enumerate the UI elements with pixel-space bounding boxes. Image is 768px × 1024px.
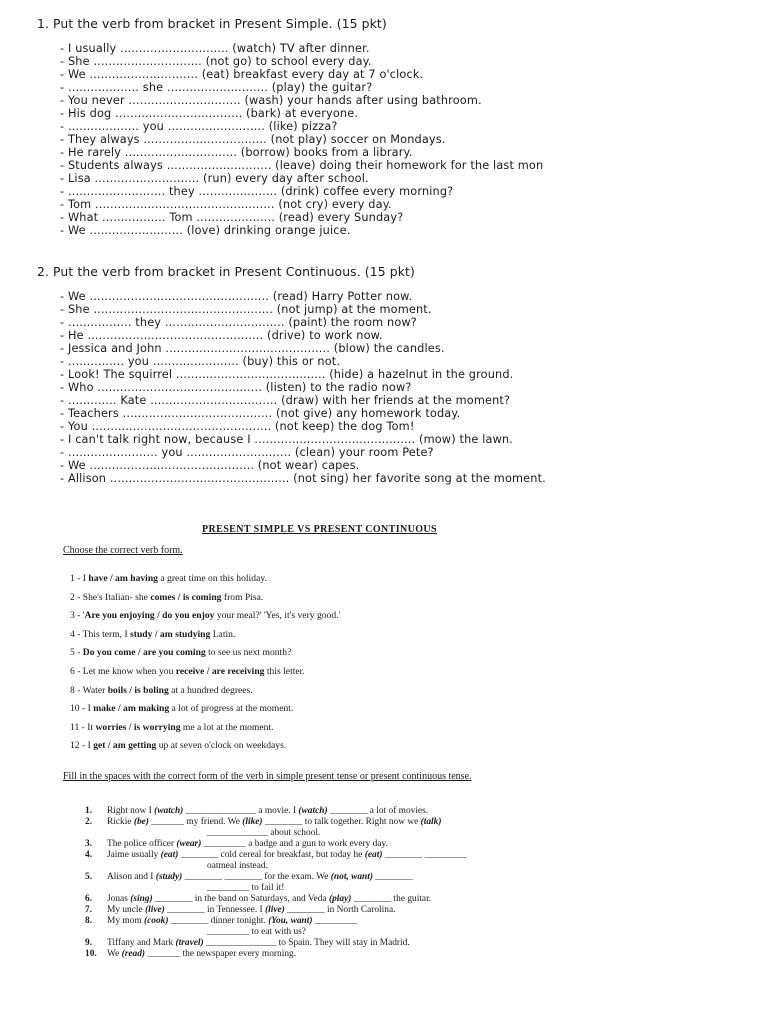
item-number: 1. bbox=[85, 806, 93, 816]
sentence-text: ________ in Tennessee. I bbox=[164, 905, 265, 915]
verb-hint: (You, want) bbox=[268, 916, 313, 926]
item-number: 5. bbox=[85, 872, 93, 882]
item-number: 8. bbox=[85, 916, 93, 926]
choice-item bbox=[70, 626, 340, 645]
exercise-line: - We ............................. (eat) breakfast every day at 7 o'clock. bbox=[60, 68, 424, 81]
sentence-text: Jonas bbox=[107, 894, 131, 904]
sentence-text: We bbox=[107, 949, 122, 959]
exercise-line: - His dog .................................. (bark) at everyone. bbox=[60, 107, 359, 120]
choice-item bbox=[70, 700, 340, 719]
sentence-text: _______ my friend. We bbox=[148, 817, 243, 827]
section4-fill-list bbox=[85, 806, 727, 960]
sentence-text: Rickie bbox=[107, 817, 134, 827]
choice-text: 11 - It bbox=[70, 721, 96, 733]
choice-text: a lot of progress at the moment. bbox=[169, 703, 294, 715]
fill-item bbox=[85, 817, 727, 839]
choice-item bbox=[70, 589, 340, 608]
exercise-line: - We ............................................ (not wear) capes. bbox=[60, 459, 360, 472]
exercise-line: - What ................. Tom ..................... (read) every Sunday? bbox=[60, 211, 404, 224]
sentence-text: Alison and I bbox=[107, 872, 156, 882]
sentence-continuation: oatmeal instead. bbox=[207, 861, 268, 871]
section3-choice-list bbox=[70, 570, 340, 756]
choice-text: 12 - I bbox=[70, 740, 94, 752]
section4-instruction: Fill in the spaces with the correct form of the verb in simple present tense or present continuous tense. bbox=[63, 771, 472, 782]
sentence-text: Right now I bbox=[107, 806, 155, 816]
fill-item bbox=[85, 949, 727, 960]
verb-hint: (live) bbox=[265, 905, 285, 915]
choice-text: Latin. bbox=[210, 628, 236, 640]
exercise-line: - We ......................... (love) drinking orange juice. bbox=[60, 224, 351, 237]
sentence-text: The police officer bbox=[107, 839, 177, 849]
exercise-line: - They always ................................. (not play) soccer on Mondays. bbox=[60, 133, 446, 146]
exercise-line: - Who ............................................ (listen) to the radio now? bbox=[60, 381, 412, 394]
choice-text: to see us next month? bbox=[205, 647, 292, 659]
section1-heading: 1. Put the verb from bracket in Present Simple. (15 pkt) bbox=[37, 16, 387, 31]
choice-text: 3 - ' bbox=[70, 610, 85, 622]
sentence-text: ________ cold cereal for breakfast, but today he bbox=[178, 850, 365, 860]
sentence-text: ________ the guitar. bbox=[351, 894, 432, 904]
verb-hint: (be) bbox=[133, 817, 149, 827]
sentence-text: ________ in North Carolina. bbox=[284, 905, 396, 915]
choice-text: 10 - I bbox=[70, 703, 94, 715]
verb-hint: (watch) bbox=[298, 806, 328, 816]
verb-hint: (sing) bbox=[130, 894, 153, 904]
item-number: 6. bbox=[85, 894, 93, 904]
item-number: 2. bbox=[85, 817, 93, 827]
item-number: 4. bbox=[85, 850, 93, 860]
exercise-line: - ................. they ................................ (paint) the room now? bbox=[60, 316, 417, 329]
item-number: 7. bbox=[85, 905, 93, 915]
choice-text: from Pisa. bbox=[221, 591, 264, 603]
sentence-text: My uncle bbox=[107, 905, 146, 915]
exercise-line: - I usually ............................. (watch) TV after dinner. bbox=[60, 42, 370, 55]
verb-hint: (eat) bbox=[160, 850, 179, 860]
verb-hint: (cook) bbox=[143, 916, 169, 926]
exercise-line: - Teachers ........................................ (not give) any homework today. bbox=[60, 407, 461, 420]
sentence-continuation: _________ to eat with us? bbox=[207, 927, 306, 937]
verb-options: make / am making bbox=[93, 703, 170, 715]
choice-text: 1 - I bbox=[70, 573, 89, 584]
exercise-line: - We ................................................ (read) Harry Potter now. bbox=[60, 290, 413, 303]
choice-text: at a hundred degrees. bbox=[168, 684, 253, 696]
verb-hint: (talk) bbox=[420, 817, 442, 827]
exercise-line: - You never .............................. (wash) your hands after using bathroom. bbox=[60, 94, 482, 107]
exercise-line: - ........................ you ............................ (clean) your room Pete? bbox=[60, 446, 434, 459]
choice-text: 4 - This term, I bbox=[70, 628, 131, 640]
verb-options: study / am studying bbox=[130, 628, 211, 640]
sentence-text: ________ bbox=[373, 872, 413, 882]
verb-options: boils / is boling bbox=[107, 684, 169, 696]
exercise-line: - ................... you .......................... (like) pizza? bbox=[60, 120, 338, 133]
sentence-text: _______________ to Spain. They will stay in Madrid. bbox=[203, 938, 410, 948]
choice-text: a great time on this holiday. bbox=[157, 573, 267, 584]
verb-hint: (read) bbox=[121, 949, 146, 959]
sentence-text: _______ the newspaper every morning. bbox=[145, 949, 297, 959]
choice-text: your meal?' 'Yes, it's very good.' bbox=[214, 610, 341, 622]
sentence-text: _________ bbox=[312, 916, 357, 926]
exercise-line: - You ................................................ (not keep) the dog Tom! bbox=[60, 420, 415, 433]
verb-hint: (not, want) bbox=[330, 872, 373, 882]
sentence-text: ________ a lot of movies. bbox=[327, 806, 429, 816]
verb-options: have / am having bbox=[88, 573, 158, 584]
choice-item bbox=[70, 644, 340, 663]
choice-text: this letter. bbox=[264, 665, 305, 677]
verb-options: Are you enjoying / do you enjoy bbox=[84, 610, 215, 622]
sentence-continuation: _________ to fail it! bbox=[207, 883, 285, 893]
fill-item bbox=[85, 850, 727, 872]
exercise-line: - Tom ................................................ (not cry) every day. bbox=[60, 198, 392, 211]
choice-item bbox=[70, 570, 340, 589]
verb-hint: (study) bbox=[155, 872, 183, 882]
section3-title: PRESENT SIMPLE VS PRESENT CONTINUOUS bbox=[202, 524, 438, 535]
verb-options: Do you come / are you coming bbox=[82, 647, 206, 659]
sentence-text: ________ to talk together. Right now we bbox=[262, 817, 421, 827]
section2-heading: 2. Put the verb from bracket in Present Continuous. (15 pkt) bbox=[37, 264, 415, 279]
exercise-line: - He ............................................... (drive) to work now. bbox=[60, 329, 383, 342]
sentence-continuation: _____________ about school. bbox=[207, 828, 321, 838]
choice-text: 6 - Let me know when you bbox=[70, 665, 176, 677]
verb-hint: (live) bbox=[145, 905, 165, 915]
sentence-text: ________ dinner tonight. bbox=[168, 916, 269, 926]
verb-options: get / am getting bbox=[93, 740, 157, 752]
exercise-line: - She ................................................ (not jump) at the moment. bbox=[60, 303, 432, 316]
fill-item bbox=[85, 905, 727, 916]
choice-text: 5 - bbox=[70, 647, 83, 659]
section2-exercise-list bbox=[60, 290, 546, 485]
exercise-line: - Lisa ............................ (run) every day after school. bbox=[60, 172, 369, 185]
fill-item bbox=[85, 938, 727, 949]
choice-text: me a lot at the moment. bbox=[180, 721, 274, 733]
sentence-text: Tiffany and Mark bbox=[107, 938, 176, 948]
sentence-text: Jaime usually bbox=[107, 850, 161, 860]
item-number: 9. bbox=[85, 938, 93, 948]
sentence-text: ________ in the band on Saturdays, and Veda bbox=[152, 894, 329, 904]
exercise-line: - ............... you ....................... (buy) this or not. bbox=[60, 355, 341, 368]
choice-item bbox=[70, 737, 340, 756]
choice-item bbox=[70, 663, 340, 682]
sentence-text: ________ ________ for the exam. We bbox=[182, 872, 331, 882]
exercise-line: - He rarely .............................. (borrow) books from a library. bbox=[60, 146, 413, 159]
verb-hint: (wear) bbox=[176, 839, 202, 849]
verb-options: worries / is worrying bbox=[95, 721, 181, 733]
verb-hint: (like) bbox=[242, 817, 263, 827]
fill-item bbox=[85, 872, 727, 894]
choice-item bbox=[70, 719, 340, 738]
exercise-line: - Allison ................................................ (not sing) her favorite song at the moment. bbox=[60, 472, 546, 485]
fill-item bbox=[85, 916, 727, 938]
sentence-text: My mom bbox=[107, 916, 144, 926]
fill-item bbox=[85, 894, 727, 905]
choice-text: 8 - Water bbox=[70, 684, 108, 696]
sentence-text: ________ _________ bbox=[382, 850, 467, 860]
choice-item bbox=[70, 607, 340, 626]
section1-exercise-list bbox=[60, 42, 543, 237]
exercise-line: - I can't talk right now, because I ........................................... (mow) the lawn. bbox=[60, 433, 514, 446]
exercise-line: - She ............................. (not go) to school every day. bbox=[60, 55, 372, 68]
verb-hint: (play) bbox=[328, 894, 352, 904]
verb-options: comes / is coming bbox=[150, 591, 222, 603]
choice-text: up at seven o'clock on weekdays. bbox=[156, 740, 287, 752]
item-number: 10. bbox=[85, 949, 97, 959]
fill-item bbox=[85, 839, 727, 850]
section3-instruction: Choose the correct verb form. bbox=[63, 545, 183, 556]
verb-hint: (watch) bbox=[154, 806, 184, 816]
exercise-line: - Look! The squirrel ........................................ (hide) a hazelnut in the ground. bbox=[60, 368, 514, 381]
exercise-line: - ................... she ........................... (play) the guitar? bbox=[60, 81, 373, 94]
sentence-text: _________ a badge and a gun to work every day. bbox=[201, 839, 388, 849]
verb-options: receive / are receiving bbox=[175, 665, 265, 677]
exercise-line: - .......................... they ..................... (drink) coffee every morning? bbox=[60, 185, 454, 198]
choice-item bbox=[70, 682, 340, 701]
choice-text: 2 - She's Italian- she bbox=[70, 591, 151, 603]
verb-hint: (eat) bbox=[364, 850, 383, 860]
fill-item bbox=[85, 806, 727, 817]
item-number: 3. bbox=[85, 839, 93, 849]
exercise-line: - Jessica and John ............................................ (blow) the candles. bbox=[60, 342, 445, 355]
exercise-line: - ............. Kate .................................. (draw) with her friends at the moment? bbox=[60, 394, 511, 407]
sentence-text: _______________ a movie. I bbox=[183, 806, 299, 816]
verb-hint: (travel) bbox=[175, 938, 204, 948]
exercise-line: - Students always ............................ (leave) doing their homework for the last mon bbox=[60, 159, 544, 172]
